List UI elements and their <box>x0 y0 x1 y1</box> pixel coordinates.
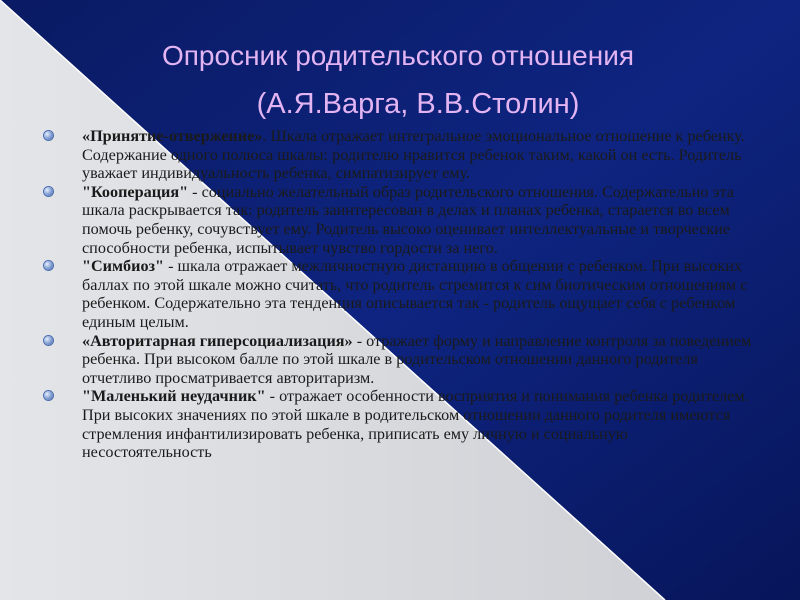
ring-bullet-icon <box>44 187 53 196</box>
ring-bullet-icon <box>44 391 53 400</box>
list-item <box>44 332 756 388</box>
ring-bullet-icon <box>44 336 53 345</box>
slide-subtitle: (А.Я.Варга, В.В.Столин) <box>256 88 580 120</box>
scale-name: "Маленький неудачник" <box>82 387 266 406</box>
list-item <box>44 127 756 183</box>
scale-name: "Кооперация" <box>82 182 189 201</box>
scale-name: «Авторитарная гиперсоциализация» <box>82 331 353 350</box>
scale-description: - отражает особенности восприятия и понимания ребенка родителем. При высоких значениях по этой шкале в родительском отношении данного родителя имеются стремления инфантилизировать ребенка, приписать ему личную и социальную несостоятельность <box>82 387 749 462</box>
scale-name: «Принятие-отвержение» <box>82 127 263 145</box>
scale-list <box>44 127 756 462</box>
scale-description: . Шкала отражает интегральное эмоциональное отношение к ребенку. Содержание одного полюса шкалы: родителю нравится ребенок таким, какой он есть. Родитель уважает индивидуальность ребенка, симпатизирует ему. <box>82 127 745 183</box>
list-item <box>44 257 756 331</box>
list-item <box>44 183 756 257</box>
list-item <box>44 387 756 461</box>
scale-name: "Симбиоз" <box>82 257 165 276</box>
ring-bullet-icon <box>44 131 53 140</box>
scale-description: - социально желательный образ родительского отношения. Содержательно эта шкала раскрывается так: родитель заинтересован в делах и планах ребенка, старается во всем помочь ребенку, сочувствует ему. Родитель высоко оценивает интеллектуальные и творческие способности ребенка, испытывает чувство гордости за него. <box>82 182 734 257</box>
ring-bullet-icon <box>44 261 53 270</box>
slide-title: Опросник родительского отношения <box>161 40 634 71</box>
scale-description: - шкала отражает межличностную дистанцию в общении с ребенком. При высоких баллах по этой шкале можно считать, что родитель стремится к сим биотическим отношениям с ребенком. Содержательно эта тенденция описывается так - родитель ощущает себя с ребенком единым целым. <box>82 257 748 331</box>
scale-description: - отражает форму и направление контроля за поведением ребенка. При высоком балле по этой шкале в родительском отношении данного родителя отчетливо просматривается авторитаризм. <box>82 331 752 387</box>
